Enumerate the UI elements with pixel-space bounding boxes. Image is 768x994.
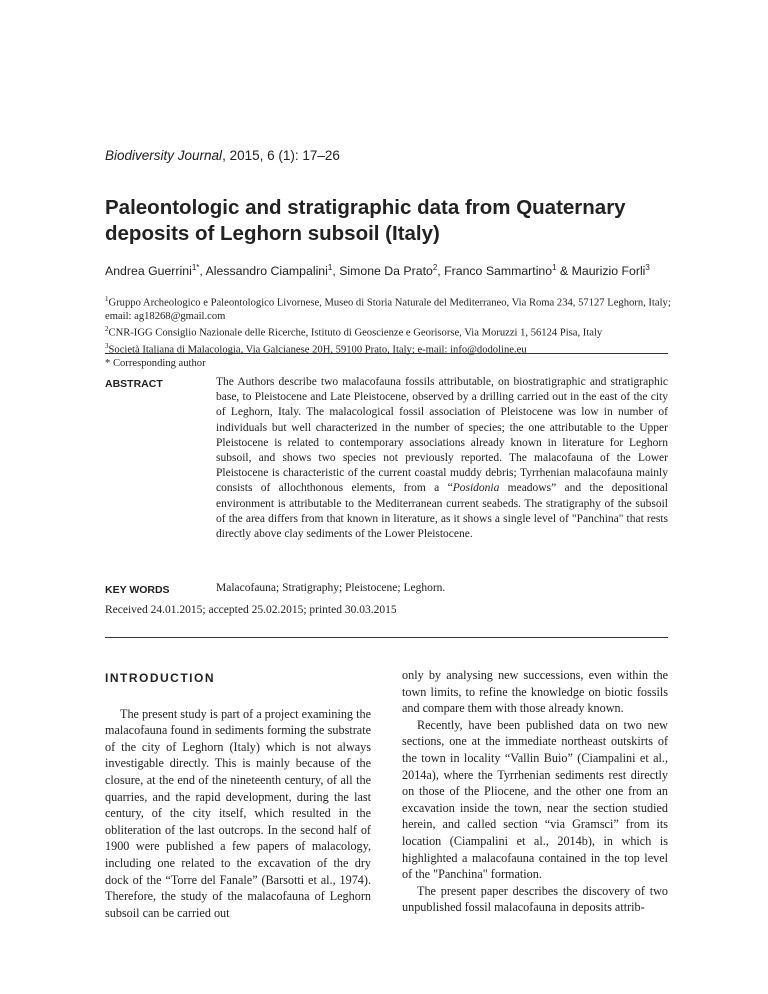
corresponding-author-note: * Corresponding author bbox=[105, 358, 206, 370]
author[interactable]: Andrea Guerrini$^{1*}$ bbox=[105, 263, 200, 279]
paragraph: Recently, have been published data on two new sections, one at the immediate northeast outskirts of the town in locality “Vallin Buio” (Ciampalini et al., 2014a), where the Tyrrhenian sediments rest directly on those of the Pliocene, and the other one from an excavation inside the town, near the section studied herein, and called section “via Gramsci” from its location (Ciampalini et al., 2014b), in which is highlighted a malacofauna contained in the top level of the "Panchina" formation. bbox=[402, 717, 668, 882]
affiliations bbox=[105, 293, 680, 371]
right-column bbox=[402, 667, 668, 916]
divider bbox=[105, 353, 668, 354]
received-dates: Received 24.01.2015; accepted 25.02.2015; printed 30.03.2015 bbox=[105, 604, 397, 616]
divider bbox=[105, 637, 668, 638]
affiliation: $^3$Società Italiana di Malacologia, Via Galcianese 20H, 59100 Prato, Italy; e-mail: info@dodoline.eu bbox=[105, 342, 527, 356]
journal-name: Biodiversity Journal bbox=[105, 148, 223, 163]
author-list: Andrea Guerrini$^{1*}$, Alessandro Ciampalini$^1$, Simone Da Prato$^2$, Franco Sammartino$^1$ & Maurizio Forli$^3$ bbox=[105, 263, 650, 279]
abstract-label: ABSTRACT bbox=[105, 378, 163, 390]
affiliation: $^2$CNR-IGG Consiglio Nazionale delle Ricerche, Istituto di Geoscienze e Georisorse, Via Moruzzi 1, 56124 Pisa, Italy bbox=[105, 325, 603, 339]
journal-citation bbox=[105, 148, 340, 163]
affiliation: $^1$Gruppo Archeologico e Paleontologico Livornese, Museo di Storia Naturale del Mediterraneo, Via Roma 234, 57127 Leghorn, Italy; email: ag18268@gmail.com bbox=[105, 295, 671, 322]
author[interactable]: Alessandro Ciampalini$^1$ bbox=[205, 263, 333, 279]
paragraph: The present paper describes the discovery of two unpublished fossil malacofauna in deposits attrib- bbox=[402, 883, 668, 915]
paragraph: only by analysing new successions, even within the town limits, to refine the knowledge on biotic fossils and compare them with those already known. bbox=[402, 668, 668, 716]
keywords-label: KEY WORDS bbox=[105, 584, 170, 596]
article-title: Paleontologic and stratigraphic data from Quaternary deposits of Leghorn subsoil (Italy) bbox=[105, 196, 626, 245]
journal-issue: , 2015, 6 (1): 17–26 bbox=[222, 148, 340, 163]
section-heading-introduction: INTRODUCTION bbox=[105, 671, 215, 685]
abstract-text: The Authors describe two malacofauna fossils attributable, on biostratigraphic and stratigraphic base, to Pleistocene and Late Pleistocene, observed by a drilling carried out in the east of the city of Leghorn, Italy. The malacological fossil association of Pleistocene was low in number of individuals but well characterized in the number of species; the one attributable to the Upper Pleistocene is related to contemporary associations already known in literature for Leghorn subsoil, and shows two species not previously reported. The malacofauna of the Lower Pleistocene is characteristic of the current coastal muddy debris; Tyrrhenian malacofauna mainly consists of allochthonous elements, from a “Posidonia meadows” and the depositional environment is attributable to the Mediterranean current seabeds. The stratigraphy of the subsoil of the area differs from that known in literature, as it shows a single level of "Panchina" that rests directly above clay sediments of the Lower Pleistocene. bbox=[216, 376, 668, 541]
author[interactable]: Maurizio Forli$^3$ bbox=[571, 263, 650, 279]
keywords-text: Malacofauna; Stratigraphy; Pleistocene; Leghorn. bbox=[216, 582, 446, 594]
author[interactable]: Simone Da Prato$^2$ bbox=[339, 263, 438, 279]
author[interactable]: Franco Sammartino$^1$ bbox=[444, 263, 557, 279]
paragraph: The present study is part of a project examining the malacofauna found in sediments forming the substrate of the city of Leghorn (Italy) which is not always investigable directly. This is mainly because of the closure, at the end of the nineteenth century, of all the quarries, and the rapid development, during the last century, of the city itself, which resulted in the obliteration of the last outcrops. In the second half of 1900 were published a few papers of malacology, including one related to the excavation of the dry dock of the “Torre del Fanale” (Barsotti et al., 1974). Therefore, the study of the malacofauna of Leghorn subsoil can be carried out bbox=[105, 706, 371, 920]
left-column bbox=[105, 670, 371, 921]
